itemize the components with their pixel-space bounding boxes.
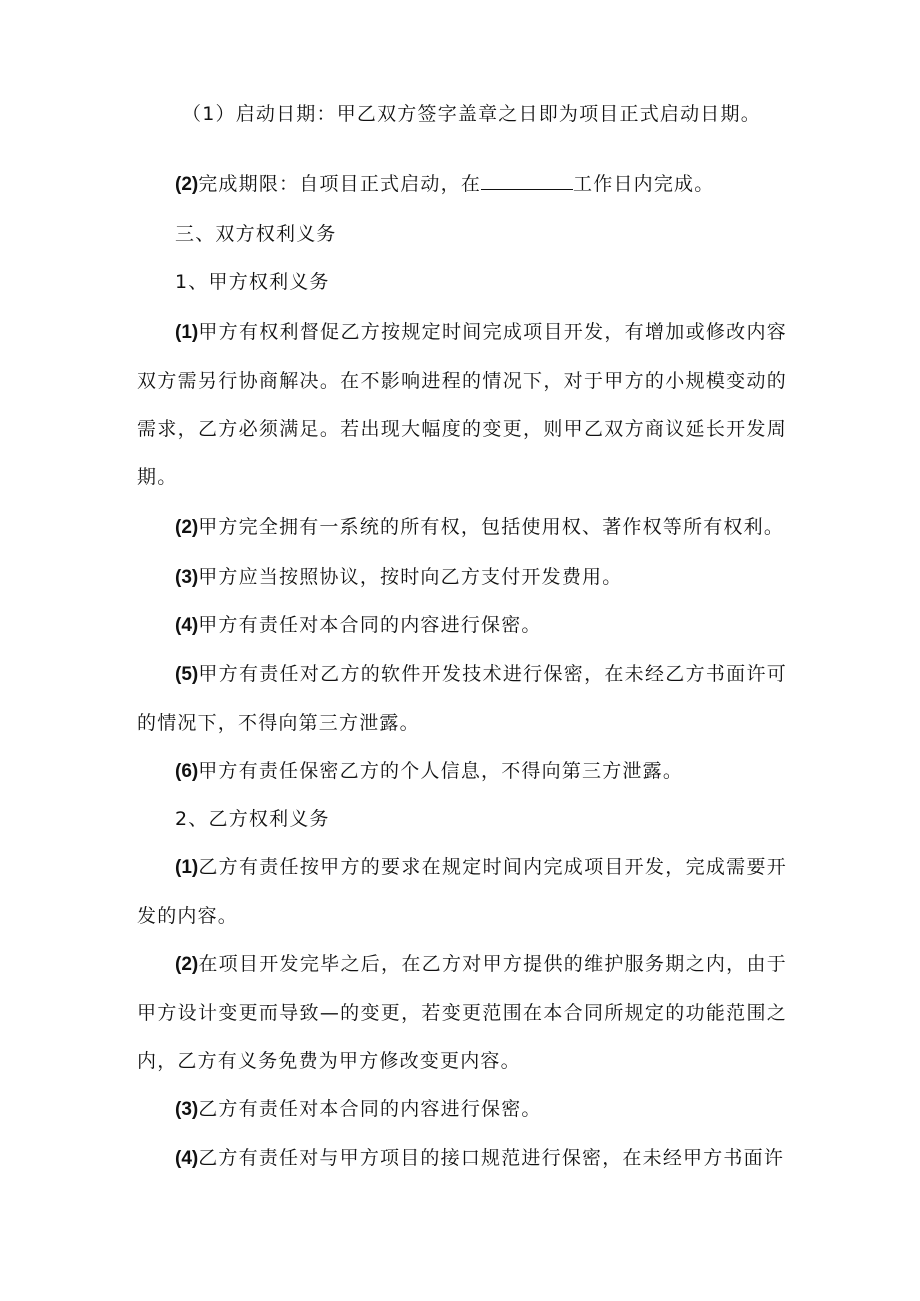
item-number: (3) [175, 1099, 199, 1120]
subsection-heading-party-a: 1、甲方权利义务 [175, 271, 330, 293]
fill-in-blank [481, 171, 573, 190]
clause-a2 [137, 503, 787, 552]
clause-text: 在项目开发完毕之后，在乙方对甲方提供的维护服务期之内，由于甲方设计变更而导致—的变更，若变更范围在本合同所规定的功能范围之内，乙方有义务免费为甲方修改变更内容。 [137, 953, 787, 1072]
subsection-heading-party-b: 2、乙方权利义务 [175, 808, 330, 830]
deadline-text-before: 完成期限：自项目正式启动，在 [198, 173, 482, 195]
item-number: (1) [175, 857, 199, 878]
item-number: (2) [175, 954, 199, 975]
clause-b4 [137, 1134, 787, 1183]
clause-text: 乙方有责任对本合同的内容进行保密。 [198, 1098, 542, 1120]
clause-text: 甲方完全拥有一系统的所有权，包括使用权、著作权等所有权利。 [198, 516, 785, 538]
paragraph-deadline [175, 160, 714, 209]
clause-text: 乙方有责任按甲方的要求在规定时间内完成项目开发，完成需要开发的内容。 [137, 856, 787, 927]
item-number: (5) [175, 664, 199, 685]
item-number: (6) [175, 761, 199, 782]
clause-a6 [137, 747, 787, 796]
clause-text: 甲方应当按照协议，按时向乙方支付开发费用。 [198, 566, 623, 588]
item-number: (2) [175, 174, 199, 195]
clause-a5 [137, 650, 787, 747]
clause-b3 [137, 1085, 787, 1134]
start-date-text: （1）启动日期：甲乙双方签字盖章之日即为项目正式启动日期。 [182, 103, 761, 125]
item-number: (4) [175, 1148, 199, 1169]
clause-b2 [137, 940, 787, 1085]
item-number: (1) [175, 322, 199, 343]
clause-a1 [137, 308, 787, 501]
item-number: (4) [175, 615, 199, 636]
clause-text: 甲方有权利督促乙方按规定时间完成项目开发，有增加或修改内容双方需另行协商解决。在不影响进程的情况下，对于甲方的小规模变动的需求，乙方必须满足。若出现大幅度的变更，则甲乙双方商议延长开发周期。 [137, 321, 787, 488]
clause-a4 [137, 601, 787, 650]
section-heading-rights: 三、双方权利义务 [175, 223, 337, 245]
clause-text: 甲方有责任对乙方的软件开发技术进行保密，在未经乙方书面许可的情况下，不得向第三方泄露。 [137, 663, 787, 734]
clause-text: 甲方有责任保密乙方的个人信息，不得向第三方泄露。 [198, 760, 684, 782]
item-number: (3) [175, 567, 199, 588]
clause-text: 甲方有责任对本合同的内容进行保密。 [198, 614, 542, 636]
clause-a3 [137, 553, 787, 602]
clause-text: 乙方有责任对与甲方项目的接口规范进行保密，在未经甲方书面许 [198, 1147, 785, 1169]
deadline-text-after: 工作日内完成。 [573, 173, 715, 195]
item-number: (2) [175, 517, 199, 538]
paragraph-start-date [182, 90, 761, 138]
clause-b1 [137, 843, 787, 940]
